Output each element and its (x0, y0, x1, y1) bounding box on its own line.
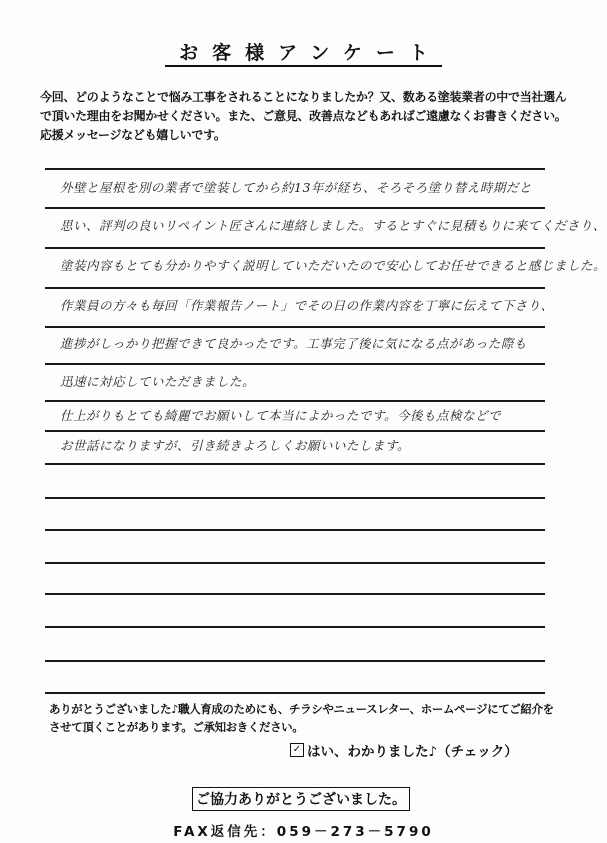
answer-line-4: 作業員の方々も毎回「作業報告ノート」でその日の作業内容を丁寧に伝えて下さり、 (60, 298, 554, 313)
ruled-line (45, 287, 545, 289)
ruled-line (45, 593, 545, 595)
survey-question: 今回、どのようなことで悩み工事をされることになりましたか？又、数ある塗装業者の中で当社選んで頂いた理由をお聞かせください。また、ご意見、改善点などもあればご遠慮なくお書きください。応援メッセージなども嬉しいです。 (40, 90, 567, 142)
ruled-line (45, 497, 545, 499)
ruled-line (45, 529, 545, 531)
answer-line-8: お世話になりますが、引き続きよろしくお願いいたします。 (60, 438, 411, 453)
ruled-line (45, 400, 545, 402)
ruled-line (45, 363, 545, 365)
answer-line-2: 思い、評判の良いリペイント匠さんに連絡しました。するとすぐに見積もりに来てくださり、 (60, 218, 606, 233)
ruled-line (45, 692, 545, 694)
consent-row[interactable] (290, 740, 518, 760)
fax-number: FAX返信先：059－273－5790 (173, 824, 434, 840)
page-title (0, 38, 607, 65)
ruled-line (45, 326, 545, 328)
title-text: お客様アンケート (165, 42, 442, 67)
ruled-line (45, 247, 545, 249)
answer-line-5: 進捗がしっかり把握できて良かったです。工事完了後に気になる点があった際も (60, 336, 527, 351)
ruled-line (45, 562, 545, 564)
thanks-box: ご協力ありがとうございました。 (192, 787, 410, 811)
ruled-line (45, 660, 545, 662)
consent-checkbox[interactable]: ✓ (290, 743, 304, 757)
ruled-line (45, 626, 545, 628)
ruled-line (45, 207, 545, 209)
answer-line-7: 仕上がりもとても綺麗でお願いして本当によかったです。今後も点検などで (60, 408, 502, 423)
consent-label: はい、わかりました♪（チェック） (307, 744, 518, 760)
answer-line-1: 外壁と屋根を別の業者で塗装してから約13年が経ち、そろそろ塗り替え時期だと (60, 180, 532, 195)
answer-line-6: 迅速に対応していただきました。 (60, 374, 256, 389)
ruled-line (45, 168, 545, 170)
answer-line-3: 塗装内容もとても分かりやすく説明していただいたので安心してお任せできると感じました。 (60, 258, 607, 273)
ruled-line (45, 430, 545, 432)
publication-notice: ありがとうございました♪職人育成のためにも、チラシやニュースレター、ホームページにてご紹介をさせて頂くことがあります。ご承知おきください。 (49, 702, 554, 734)
ruled-line (45, 463, 545, 465)
